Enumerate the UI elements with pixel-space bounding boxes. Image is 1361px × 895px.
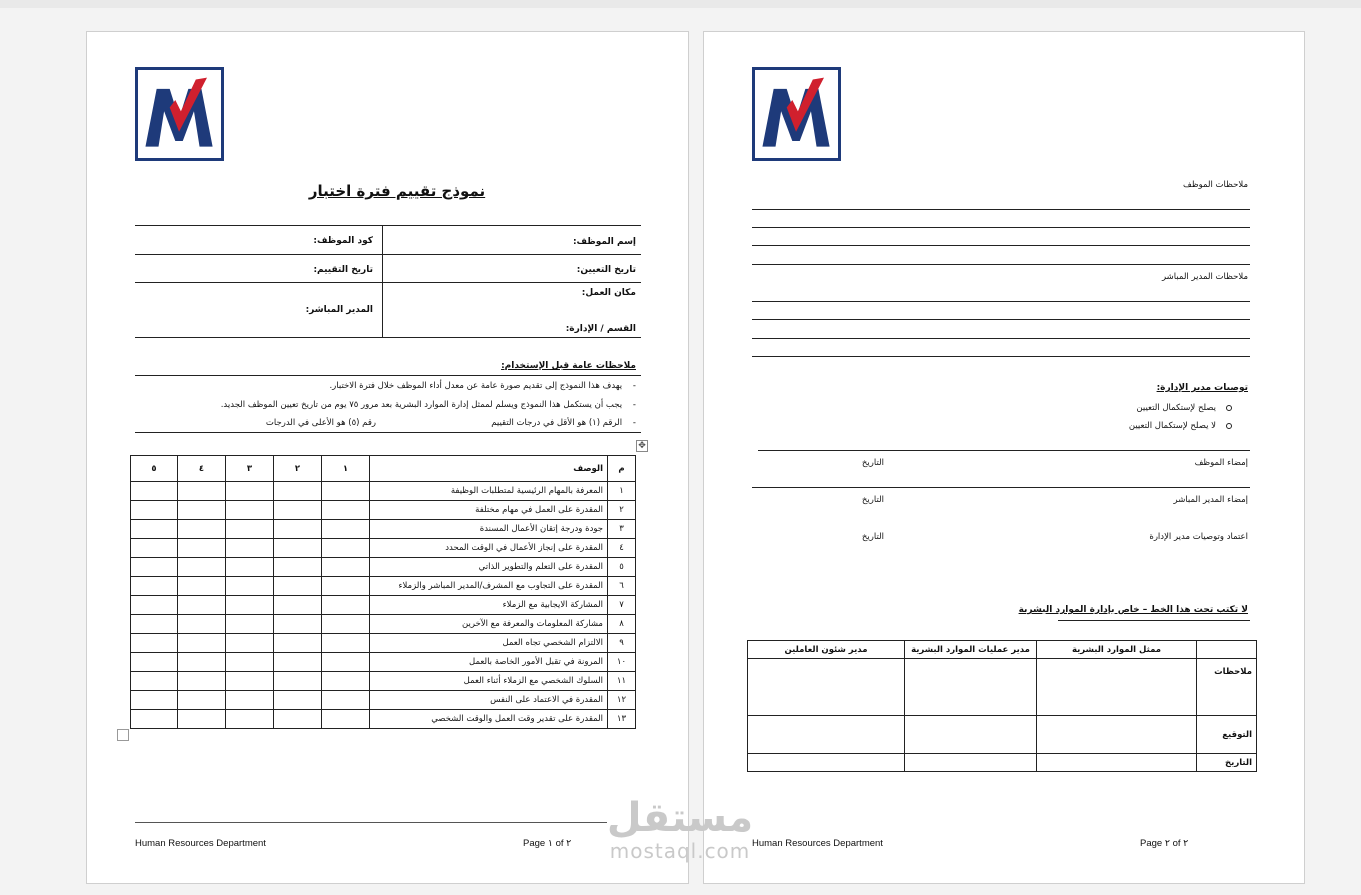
row-description: مشاركة المعلومات والمعرفة مع الآخرين	[370, 615, 608, 634]
row-description: المقدرة على العمل في مهام مختلفة	[370, 501, 608, 520]
score-cell-1[interactable]	[322, 672, 370, 691]
row-number: ٥	[608, 558, 636, 577]
radio-circle-icon	[1226, 405, 1232, 411]
signature-director-date: التاريخ	[861, 532, 884, 542]
score-cell-3[interactable]	[226, 539, 274, 558]
hr-cell[interactable]	[905, 754, 1037, 772]
hr-row-label: ملاحظات	[1197, 659, 1257, 716]
score-cell-5[interactable]	[131, 577, 178, 596]
score-cell-3[interactable]	[226, 596, 274, 615]
top-band	[0, 0, 1361, 8]
company-logo	[752, 67, 841, 161]
row-description: الالتزام الشخصي تجاه العمل	[370, 634, 608, 653]
score-cell-1[interactable]	[322, 577, 370, 596]
score-cell-4[interactable]	[178, 501, 226, 520]
row-description: المقدرة في الاعتماد على النفس	[370, 691, 608, 710]
hire-date-label: تاريخ التعيين:	[576, 265, 636, 275]
score-cell-5[interactable]	[131, 482, 178, 501]
hr-row-signature	[748, 716, 1257, 754]
direct-manager-label: المدير المباشر:	[305, 305, 373, 315]
row-description: المقدرة على تقدير وقت العمل والوقت الشخصي	[370, 710, 608, 729]
table-row	[131, 710, 636, 729]
table-move-handle[interactable]: ✥	[636, 440, 648, 452]
recommendations-heading: توصيات مدير الإدارة:	[1156, 383, 1248, 393]
form-title: نموذج تقييم فترة اختبار	[308, 182, 486, 200]
table-row	[131, 596, 636, 615]
score-cell-3[interactable]	[226, 558, 274, 577]
score-cell-1[interactable]	[322, 615, 370, 634]
signature-employee: إمضاء الموظف	[1194, 458, 1248, 468]
hr-col-header-rep: ممثل الموارد البشرية	[1037, 641, 1197, 659]
score-cell-4[interactable]	[178, 482, 226, 501]
table-row	[131, 634, 636, 653]
note-item-3-extra: رقم (٥) هو الأعلى في الدرجات	[265, 418, 376, 428]
hr-section-heading: لا تكتب تحت هذا الخط – خاص بإدارة الموارد البشرية	[1018, 605, 1248, 615]
footer-page-number: Page ٢ of ٢	[1140, 838, 1189, 849]
score-cell-4[interactable]	[178, 634, 226, 653]
evaluation-table	[130, 455, 636, 729]
score-cell-3[interactable]	[226, 615, 274, 634]
score-cell-3[interactable]	[226, 577, 274, 596]
score-cell-3[interactable]	[226, 482, 274, 501]
notes-heading: ملاحظات عامة قبل الإستخدام:	[501, 361, 636, 371]
score-cell-2[interactable]	[274, 653, 322, 672]
footer-department: Human Resources Department	[135, 838, 266, 849]
score-cell-2[interactable]	[274, 482, 322, 501]
score-cell-3[interactable]	[226, 672, 274, 691]
row-number: ١٢	[608, 691, 636, 710]
score-cell-5[interactable]	[131, 634, 178, 653]
table-row	[131, 482, 636, 501]
table-row	[131, 577, 636, 596]
note-item-3: - الرقم (١) هو الأقل في درجات التقييم	[491, 418, 636, 428]
table-row	[131, 558, 636, 577]
score-cell-5[interactable]	[131, 672, 178, 691]
score-cell-4[interactable]	[178, 520, 226, 539]
row-number: ١	[608, 482, 636, 501]
score-cell-5[interactable]	[131, 596, 178, 615]
score-cell-5[interactable]	[131, 653, 178, 672]
hr-cell[interactable]	[905, 659, 1037, 716]
table-row	[131, 520, 636, 539]
table-row	[131, 672, 636, 691]
document-page-2	[703, 31, 1305, 884]
score-cell-4[interactable]	[178, 577, 226, 596]
score-cell-3[interactable]	[226, 691, 274, 710]
score-cell-5[interactable]	[131, 615, 178, 634]
row-number: ٧	[608, 596, 636, 615]
employee-code-label: كود الموظف:	[313, 236, 373, 246]
score-cell-3[interactable]	[226, 653, 274, 672]
row-description: المقدرة على إنجاز الأعمال في الوقت المحدد	[370, 539, 608, 558]
score-cell-1[interactable]	[322, 501, 370, 520]
company-logo	[135, 67, 224, 161]
radio-circle-icon	[1226, 423, 1232, 429]
score-cell-4[interactable]	[178, 691, 226, 710]
score-cell-4[interactable]	[178, 596, 226, 615]
score-cell-4[interactable]	[178, 558, 226, 577]
score-cell-2[interactable]	[274, 615, 322, 634]
row-description: جودة ودرجة إتقان الأعمال المسندة	[370, 520, 608, 539]
row-number: ١٠	[608, 653, 636, 672]
employee-name-label: إسم الموظف:	[572, 237, 636, 247]
score-cell-4[interactable]	[178, 710, 226, 729]
score-cell-3[interactable]	[226, 634, 274, 653]
score-cell-1[interactable]	[322, 691, 370, 710]
document-page-1	[86, 31, 689, 884]
col-header-3: ٣	[226, 456, 274, 482]
score-cell-4[interactable]	[178, 539, 226, 558]
signature-manager-date: التاريخ	[861, 495, 884, 505]
score-cell-5[interactable]	[131, 520, 178, 539]
score-cell-1[interactable]	[322, 482, 370, 501]
score-cell-2[interactable]	[274, 558, 322, 577]
table-row	[131, 501, 636, 520]
watermark-arabic: مستقل	[606, 795, 754, 841]
hr-cell[interactable]	[748, 754, 905, 772]
row-number: ١٣	[608, 710, 636, 729]
work-location-label: مكان العمل:	[581, 288, 636, 298]
watermark-latin: mostaql.com	[609, 839, 751, 863]
score-cell-2[interactable]	[274, 710, 322, 729]
score-cell-2[interactable]	[274, 501, 322, 520]
score-cell-3[interactable]	[226, 710, 274, 729]
row-description: المشاركة الايجابية مع الزملاء	[370, 596, 608, 615]
employee-notes-label: ملاحظات الموظف	[1183, 180, 1248, 190]
score-cell-3[interactable]	[226, 501, 274, 520]
recommend-option-2[interactable]: لا يصلح لإستكمال التعيين	[1129, 421, 1232, 431]
row-number: ٨	[608, 615, 636, 634]
note-item-1: - يهدف هذا النموذج إلى تقديم صورة عامة عن معدل أداء الموظف خلال فترة الاختبار.	[329, 381, 636, 391]
table-row	[131, 615, 636, 634]
score-cell-2[interactable]	[274, 577, 322, 596]
row-number: ٦	[608, 577, 636, 596]
hr-row-label: التاريخ	[1197, 754, 1257, 772]
watermark	[590, 796, 770, 862]
score-cell-2[interactable]	[274, 672, 322, 691]
row-number: ٩	[608, 634, 636, 653]
col-header-4: ٤	[178, 456, 226, 482]
table-row	[131, 653, 636, 672]
note-item-2: - يجب أن يستكمل هذا النموذج ويسلم لممثل إدارة الموارد البشرية بعد مرور ٧٥ يوم من تاريخ تعيين الموظف الجديد.	[220, 400, 636, 410]
row-description: المرونة في تقبل الأمور الخاصة بالعمل	[370, 653, 608, 672]
row-number: ٣	[608, 520, 636, 539]
hr-row-notes	[748, 659, 1257, 716]
col-header-5: ٥	[131, 456, 178, 482]
score-cell-1[interactable]	[322, 653, 370, 672]
recommend-option-1[interactable]: يصلح لإستكمال التعيين	[1136, 403, 1232, 413]
hr-cell[interactable]	[1037, 716, 1197, 754]
hr-row-date	[748, 754, 1257, 772]
score-cell-4[interactable]	[178, 653, 226, 672]
score-cell-1[interactable]	[322, 634, 370, 653]
score-cell-1[interactable]	[322, 558, 370, 577]
row-number: ٢	[608, 501, 636, 520]
score-cell-2[interactable]	[274, 539, 322, 558]
hr-cell[interactable]	[905, 716, 1037, 754]
hr-row-label: التوقيع	[1197, 716, 1257, 754]
score-cell-1[interactable]	[322, 596, 370, 615]
score-cell-4[interactable]	[178, 672, 226, 691]
score-cell-2[interactable]	[274, 520, 322, 539]
signature-manager: إمضاء المدير المباشر	[1173, 495, 1248, 505]
table-row	[131, 539, 636, 558]
hr-col-header-personnel: مدير شئون العاملين	[748, 641, 905, 659]
row-description: المعرفة بالمهام الرئيسية لمتطلبات الوظيفة	[370, 482, 608, 501]
hr-col-header-ops: مدير عمليات الموارد البشرية	[905, 641, 1037, 659]
score-cell-5[interactable]	[131, 710, 178, 729]
hr-cell[interactable]	[748, 659, 905, 716]
score-cell-2[interactable]	[274, 691, 322, 710]
manager-notes-label: ملاحظات المدير المباشر	[1161, 272, 1248, 282]
hr-cell[interactable]	[1037, 659, 1197, 716]
hr-col-header-blank	[1197, 641, 1257, 659]
row-description: السلوك الشخصي مع الزملاء أثناء العمل	[370, 672, 608, 691]
score-cell-5[interactable]	[131, 539, 178, 558]
score-cell-5[interactable]	[131, 558, 178, 577]
score-cell-5[interactable]	[131, 501, 178, 520]
hr-table	[747, 640, 1257, 772]
signature-employee-date: التاريخ	[861, 458, 884, 468]
row-number: ٤	[608, 539, 636, 558]
row-number: ١١	[608, 672, 636, 691]
col-header-num: م	[608, 456, 636, 482]
table-resize-handle[interactable]	[117, 729, 129, 741]
score-cell-2[interactable]	[274, 596, 322, 615]
score-cell-3[interactable]	[226, 520, 274, 539]
score-cell-1[interactable]	[322, 539, 370, 558]
score-cell-5[interactable]	[131, 691, 178, 710]
footer-department: Human Resources Department	[752, 838, 883, 849]
col-header-desc: الوصف	[370, 456, 608, 482]
table-row	[131, 691, 636, 710]
hr-cell[interactable]	[748, 716, 905, 754]
table-header-row	[131, 456, 636, 482]
footer-page-number: Page ١ of ٢	[523, 838, 572, 849]
col-header-2: ٢	[274, 456, 322, 482]
row-description: المقدرة على التجاوب مع المشرف/المدير المباشر والزملاء	[370, 577, 608, 596]
hr-table-header-row	[748, 641, 1257, 659]
score-cell-2[interactable]	[274, 634, 322, 653]
score-cell-4[interactable]	[178, 615, 226, 634]
eval-date-label: تاريخ التقييم:	[313, 265, 373, 275]
hr-cell[interactable]	[1037, 754, 1197, 772]
department-label: القسم / الإدارة:	[565, 324, 636, 334]
score-cell-1[interactable]	[322, 710, 370, 729]
signature-director: اعتماد وتوصيات مدير الإدارة	[1149, 532, 1248, 542]
row-description: المقدرة على التعلم والتطوير الذاتي	[370, 558, 608, 577]
score-cell-1[interactable]	[322, 520, 370, 539]
col-header-1: ١	[322, 456, 370, 482]
